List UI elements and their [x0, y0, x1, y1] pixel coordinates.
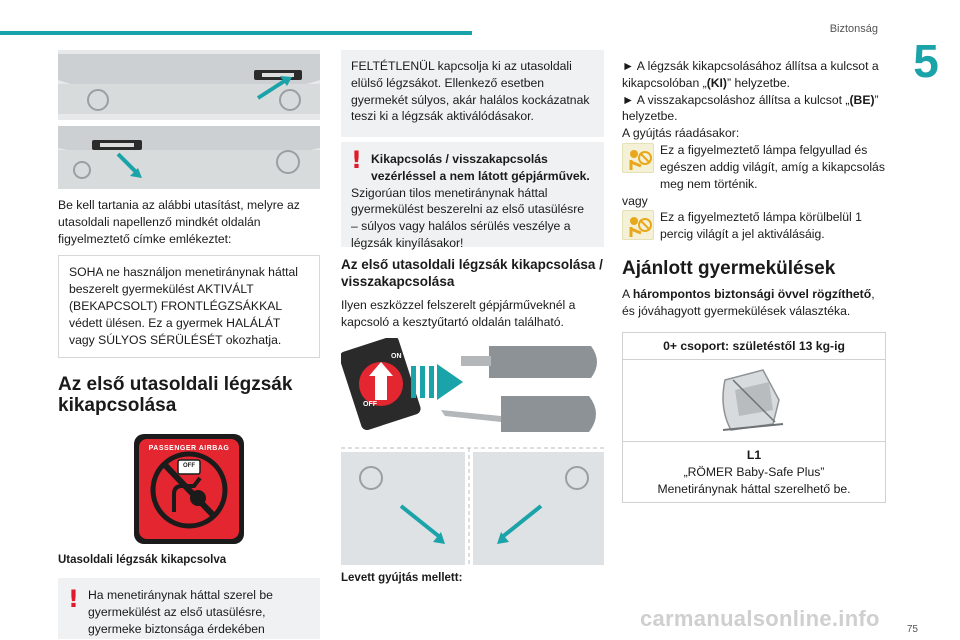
airbag-deactivation-panel — [341, 50, 604, 137]
child-seats-intro-post: , és jóváhagyott gyermekülések választéka. — [622, 286, 875, 318]
switch-location-text: Ilyen eszközzel felszerelt gépjárműveknél a kapcsoló a kesztyűtartó oldalán található. — [341, 297, 576, 329]
step-reactivate-pre: ► A visszakapcsoláshoz állítsa a kulcsot „ — [622, 92, 850, 107]
step-deactivate-key: (KI) — [706, 75, 727, 90]
section-heading-airbag-off: Az első utasoldali légzsák kikapcsolása — [58, 373, 293, 417]
column-middle — [341, 50, 604, 587]
column-right — [622, 50, 886, 503]
warning-lamp-timed — [622, 209, 886, 243]
running-head: Biztonság — [829, 23, 878, 35]
ignition-on-text: A gyújtás ráadásakor: — [622, 126, 740, 141]
step-reactivate-key: (BE) — [849, 92, 875, 107]
step-deactivate — [622, 58, 886, 92]
rear-facing-warning-text: Ha menetiránynak háttal szerel be gyermekülést az első utasülésre, gyermeke biztonsága érdekében — [88, 588, 273, 636]
no-control-warning — [341, 142, 604, 251]
step-deactivate-post: ” helyzetbe. — [727, 75, 791, 90]
step-reactivate — [622, 92, 886, 126]
section-heading-child-seats: Ajánlott gyermekülések — [622, 258, 836, 280]
child-seat-table — [622, 332, 886, 503]
header-accent-bar — [0, 31, 472, 35]
passenger-airbag-off-label — [134, 434, 244, 544]
group-header-text: 0+ csoport: születéstől 13 kg-ig — [663, 338, 845, 353]
step-deactivate-pre: ► A légzsák kikapcsolásához állítsa a kulcsot a kikapcsolóban „ — [622, 59, 879, 90]
site-watermark: carmanualsonline.info — [640, 606, 880, 631]
airbag-off-caption: Utasoldali légzsák kikapcsolva — [58, 554, 227, 567]
airbag-label-off-text: OFF — [183, 463, 195, 470]
warning-lamp-steady-text: Ez a figyelmeztető lámpa felgyullad és egészen addig világít, amíg a kikapcsolás meg nem történik. — [660, 143, 885, 191]
visor-label-text: SOHA ne használjon menetiránynak háttal beszerelt gyermekülést AKTIVÁLT (BEKAPCSOLT) FRONTLÉGZSÁKKAL védett ülésen. Ez a gyermek HALÁLÁT vagy SÚLYOS SÉRÜLÉSÉT okozhatja. — [69, 265, 298, 347]
airbag-switch-drawing — [341, 338, 604, 565]
section-heading-airbag-switch: Az első utasoldali légzsák kikapcsolása / visszakapcsolása — [341, 257, 603, 289]
warning-lamp-timed-text: Ez a figyelmeztető lámpa körülbelül 1 percig világít a jel aktiválásáig. — [660, 210, 862, 242]
or-text: vagy — [622, 193, 648, 208]
airbag-label-top-text: PASSENGER AIRBAG — [148, 445, 230, 453]
seat-model-name: „RÖMER Baby-Safe Plus” — [683, 465, 825, 480]
airbag-off-warning-lamp-icon — [622, 143, 654, 173]
sun-visor-illustration — [58, 50, 320, 189]
rear-facing-warning — [58, 578, 320, 639]
airbag-on-warning-lamp-icon — [622, 210, 654, 240]
step-reactivate-post: ” helyzetbe. — [622, 92, 879, 124]
warning-lamp-steady — [622, 142, 886, 192]
child-seats-intro-bold: hárompontos biztonsági övvel rögzíthető — [632, 286, 872, 301]
ignition-off-caption: Levett gyújtás mellett: — [341, 572, 463, 585]
baby-seat-drawing — [623, 360, 887, 442]
seat-install-note: Menetiránynak háttal szerelhető be. — [657, 482, 851, 497]
chapter-number: 5 — [913, 35, 939, 87]
visor-intro-text: Be kell tartania az alábbi utasítást, melyre az utasoldali napellenző mindkét oldalán figyelmeztető címke emlékeztet: — [58, 198, 300, 246]
seat-info-row — [623, 441, 885, 501]
table-header-row — [623, 333, 885, 360]
switch-on-text: ON — [391, 353, 402, 361]
page-number: 75 — [906, 624, 918, 636]
switch-off-text: OFF — [363, 401, 377, 409]
no-control-warning-title: Kikapcsolás / visszakapcsolás vezérléssel a nem látott gépjárművek. — [371, 152, 590, 183]
child-seats-intro-pre: A — [622, 286, 633, 301]
child-seats-intro — [622, 286, 886, 320]
seat-code: L1 — [746, 448, 762, 463]
sun-visor-drawing — [58, 50, 320, 189]
airbag-deactivation-text: FELTÉTLENÜL kapcsolja ki az utasoldali elülső légzsákot. Ellenkező esetben gyermekét súlyos, akár halálos kockázatnak teszi ki a légzsák aktiválódásakor. — [351, 59, 590, 124]
warning-exclamation-icon: ! — [68, 585, 79, 614]
visor-label-quote — [58, 255, 320, 357]
no-control-warning-text: Szigorúan tilos menetiránynak háttal gyermekülést beszerelni az első utasülésre – súlyos vagy halálos sérülés veszélye a légzsák kinyílásakor! — [351, 185, 585, 251]
seat-image-row — [623, 359, 885, 441]
column-left — [58, 50, 320, 639]
warning-exclamation-icon: ! — [351, 146, 362, 174]
airbag-key-switch-illustration — [341, 338, 604, 565]
